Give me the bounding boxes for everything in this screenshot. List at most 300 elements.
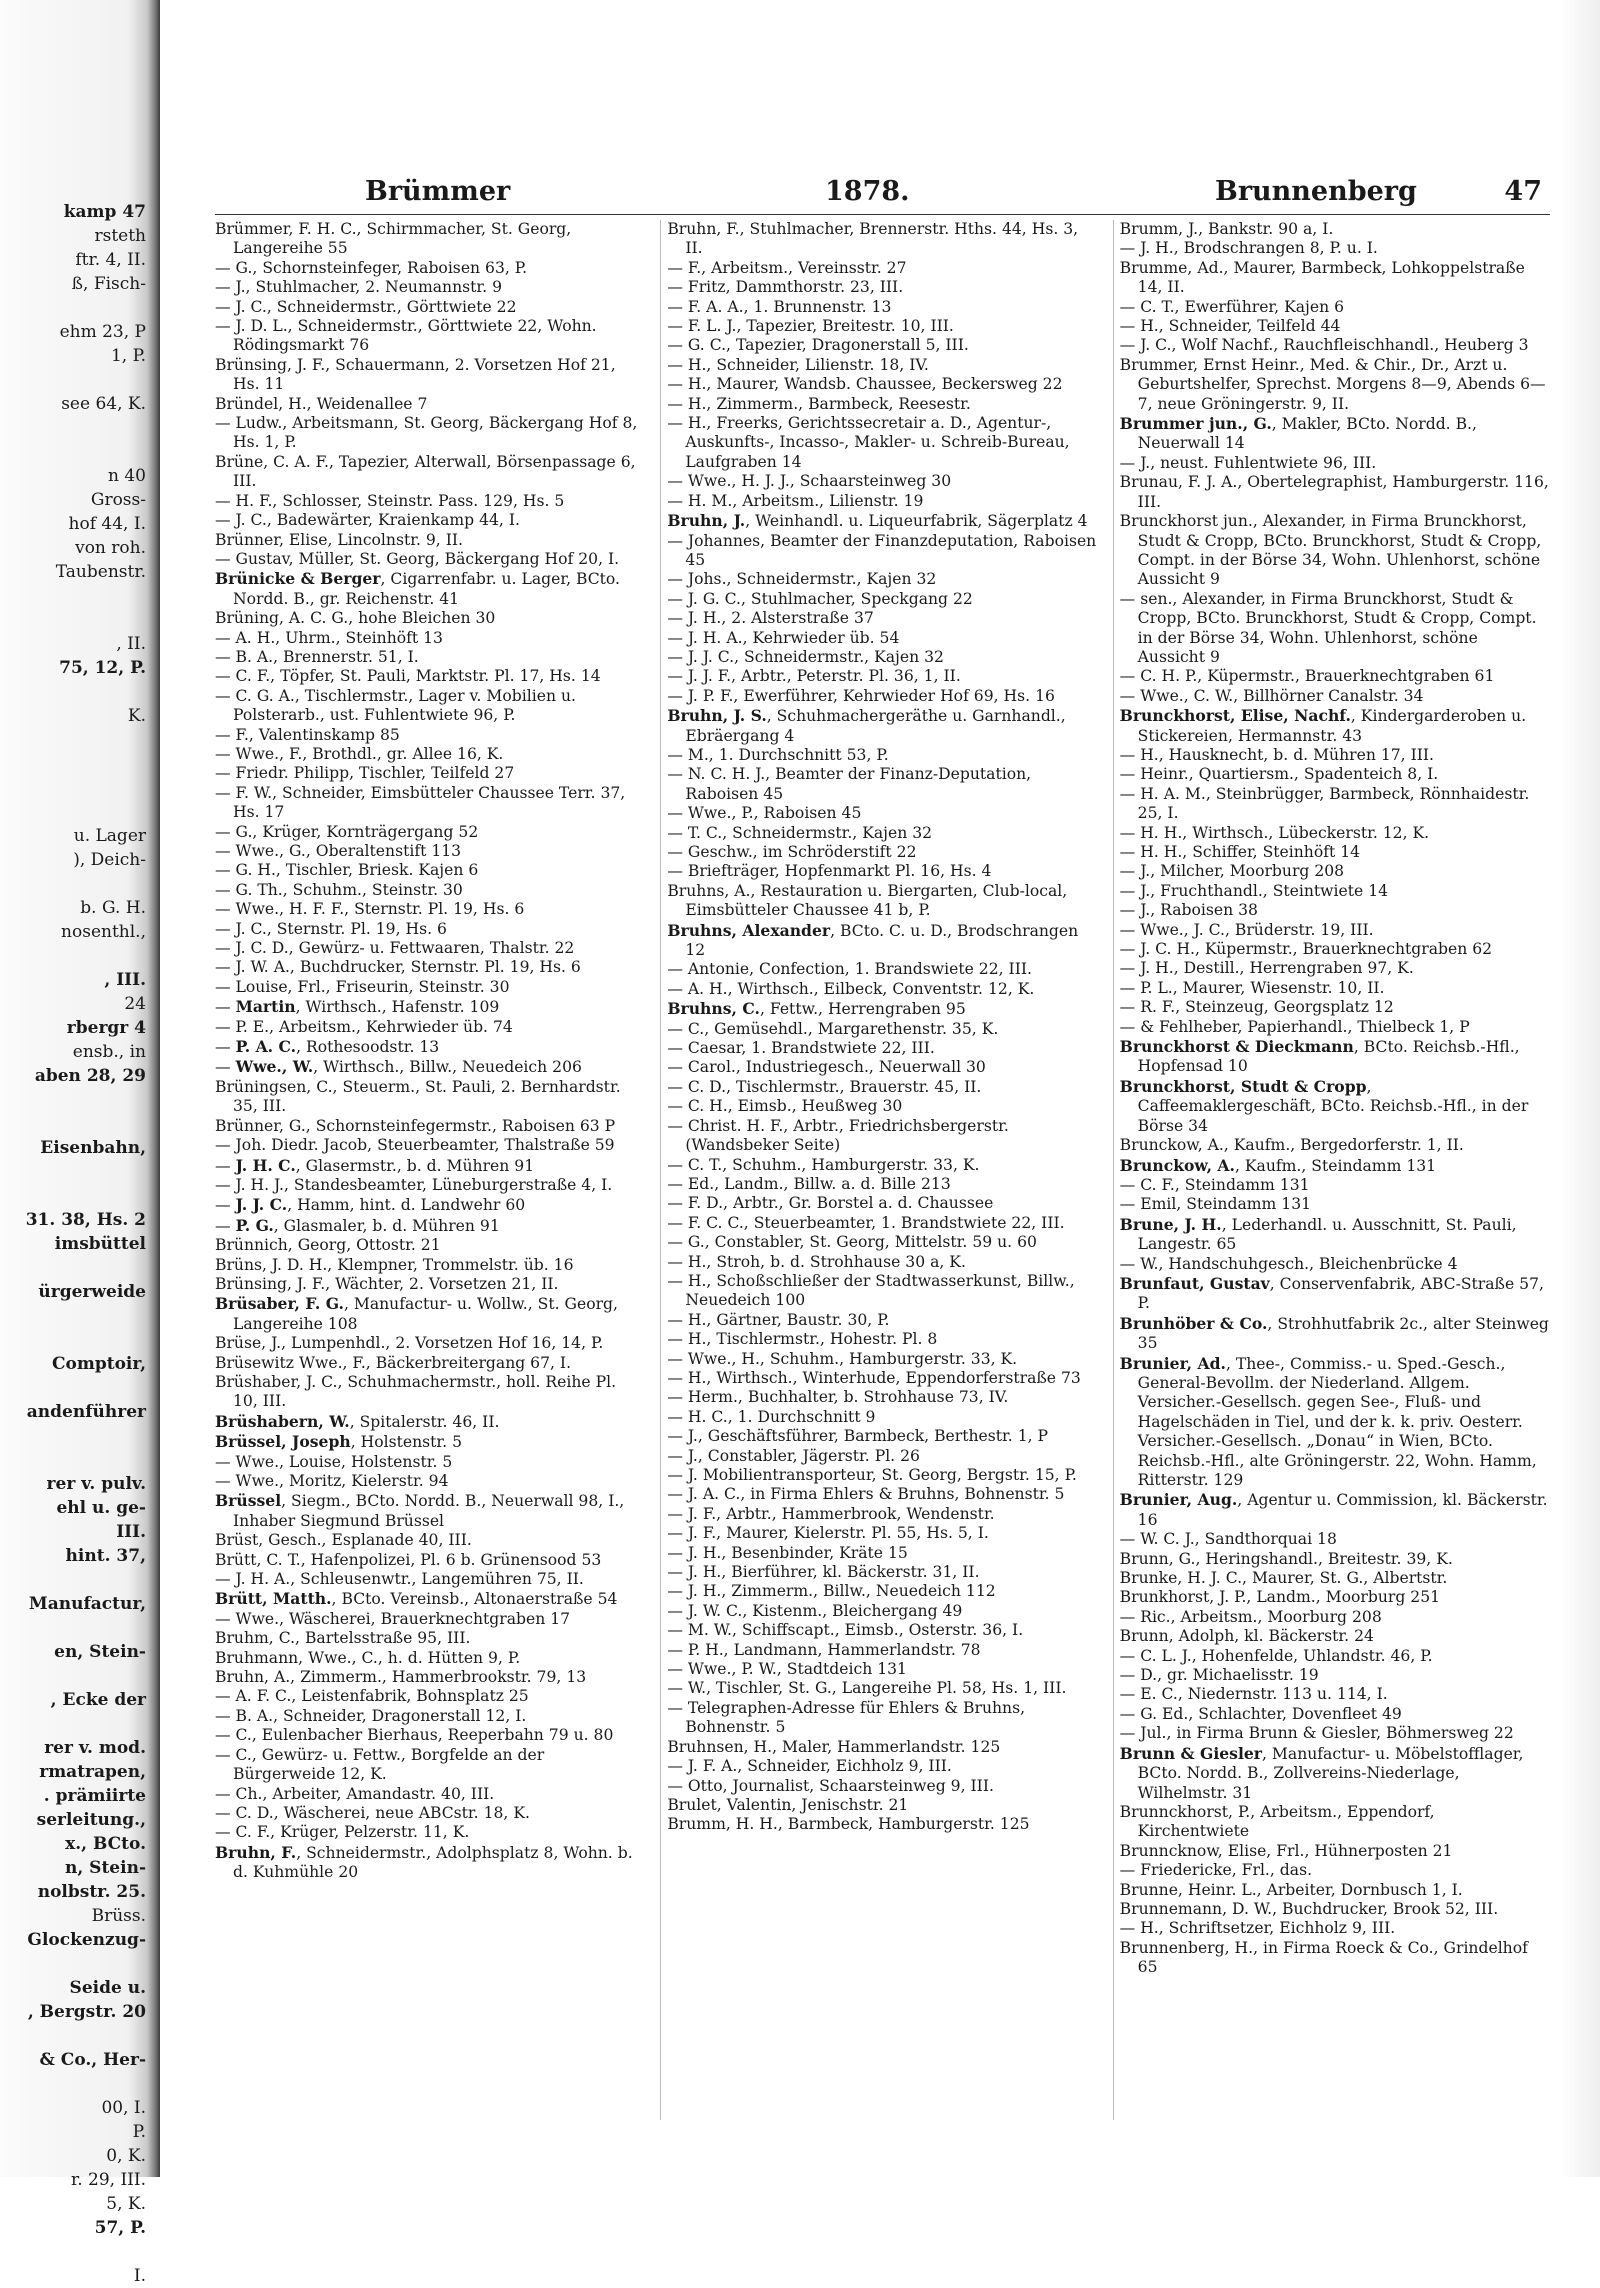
header-year: 1878.: [825, 176, 910, 207]
fragment-line: nolbstr. 25.: [37, 1882, 146, 1902]
directory-entry: Brünsing, J. F., Schauermann, 2. Vorsetzen Hof 21, Hs. 11: [215, 355, 616, 394]
directory-entry: — G. Ed., Schlachter, Dovenfleet 49: [1119, 1704, 1402, 1723]
directory-entry: Brunier, Aug., Agentur u. Commission, kl. Bäckerstr. 16: [1119, 1490, 1548, 1529]
fragment-line: [0, 1160, 150, 1184]
directory-entry: — M. W., Schiffscapt., Eimsb., Osterstr. 36, I.: [667, 1621, 1024, 1640]
directory-entry: — J. W. A., Buchdrucker, Sternstr. Pl. 19, Hs. 6: [215, 958, 581, 977]
fragment-line: [0, 416, 150, 440]
directory-entry: — Johannes, Beamter der Finanzdeputation, Raboisen 45: [667, 531, 1097, 569]
fragment-line: [0, 1952, 150, 1976]
directory-entry: Brunier, Ad., Thee-, Commiss.- u. Sped.-Gesch., General-Bevollm. der Niederland. Allgem. Versicher.-Gesellsch. gegen See-, Fluß- und Hagelschäden in Tiel, und der k. k. priv. Oesterr. Versicher.-Gesellsch. „Donau“ in Wien, BCto. Reichsb.-Hfl., alte Gröningerstr. 22, Wohn. Hamm, Ritterstr. 129: [1119, 1353, 1537, 1489]
directory-entry: — Heinr., Quartiersm., Spadenteich 8, I.: [1119, 765, 1439, 784]
directory-entry: — Caesar, 1. Brandstwiete 22, III.: [667, 1039, 935, 1058]
fragment-line: ftr. 4, II.: [75, 250, 146, 270]
directory-entry: — H. H., Schiffer, Steinhöft 14: [1119, 843, 1361, 861]
directory-entry: — J., neust. Fuhlentwiete 96, III.: [1119, 453, 1377, 472]
directory-entry: Brunckhorst, Elise, Nachf., Kindergarderoben u. Stickereien, Hermannstr. 43: [1119, 706, 1527, 745]
directory-entry: — T. C., Schneidermstr., Kajen 32: [667, 823, 933, 842]
directory-entry: — J. J. C., Hamm, hint. d. Landwehr 60: [215, 1195, 526, 1215]
directory-entry: — H. C., 1. Durchschnitt 9: [667, 1407, 876, 1426]
directory-entry: — J. W. C., Kistenm., Bleichergang 49: [667, 1601, 963, 1620]
directory-entry: — H. F., Schlosser, Steinstr. Pass. 129, Hs. 5: [215, 491, 565, 510]
directory-entry: Brütt, Matth., BCto. Vereinsb., Altonaerstraße 54: [215, 1589, 618, 1609]
directory-entry: — J. C., Schneidermstr., Görttwiete 22: [215, 297, 517, 316]
directory-entry: Brunkhorst, J. P., Landm., Moorburg 251: [1119, 1588, 1441, 1607]
directory-entry: — J. C., Badewärter, Kraienkamp 44, I.: [215, 511, 520, 530]
directory-entry: — F., Valentinskamp 85: [215, 725, 400, 744]
directory-entry: — Wwe., Louise, Holstenstr. 5: [215, 1452, 453, 1471]
directory-entry: — W., Tischler, St. G., Langereihe Pl. 58, Hs. 1, III.: [667, 1679, 1067, 1698]
directory-entry: Brune, J. H., Lederhandl. u. Ausschnitt, St. Pauli, Langestr. 65: [1119, 1214, 1517, 1254]
directory-entry: Brunn & Giesler, Manufactur- u. Möbelstofflager, BCto. Nordd. B., Zollvereins-Niederlage, Wilhelmstr. 31: [1119, 1743, 1524, 1802]
directory-entry: — C. D., Tischlermstr., Brauerstr. 45, II.: [667, 1077, 982, 1096]
fragment-line: , Ecke der: [50, 1690, 146, 1710]
directory-entry: — J. H., Destill., Herrengraben 97, K.: [1119, 959, 1414, 978]
directory-entry: — J. A. C., in Firma Ehlers & Bruhns, Bohnenstr. 5: [667, 1485, 1065, 1504]
directory-entry: — C. D., Wäscherei, neue ABCstr. 18, K.: [215, 1803, 530, 1822]
directory-entry: Brüssel, Joseph, Holstenstr. 5: [215, 1432, 462, 1452]
directory-entry: — C. G. A., Tischlermstr., Lager v. Mobilien u. Polsterarb., ust. Fuhlentwiete 96, P.: [215, 686, 576, 725]
directory-entry: Brünner, Elise, Lincolnstr. 9, II.: [215, 530, 463, 549]
fragment-line: [0, 1304, 150, 1328]
directory-entry: Brüns, J. D. H., Klempner, Trommelstr. üb. 16: [215, 1255, 574, 1274]
directory-entry: — Christ. H. F., Arbtr., Friedrichsbergerstr. (Wandsbeker Seite): [667, 1116, 1009, 1155]
directory-entry: Brünicke & Berger, Cigarrenfabr. u. Lager, BCto. Nordd. B., gr. Reichenstr. 41: [215, 569, 621, 608]
fragment-line: [0, 872, 150, 896]
directory-entry: — Friedr. Philipp, Tischler, Teilfeld 27: [215, 764, 515, 783]
directory-entry: Brüsaber, F. G., Manufactur- u. Wollw., St. Georg, Langereihe 108: [215, 1294, 618, 1333]
column-3: [1113, 220, 1550, 2120]
directory-entry: — J. H. C., Glasermstr., b. d. Mühren 91: [215, 1155, 535, 1175]
directory-entry: — P. H., Landmann, Hammerlandstr. 78: [667, 1640, 981, 1659]
directory-entry: — F. W., Schneider, Eimsbütteler Chaussee Terr. 37, Hs. 17: [215, 783, 626, 822]
directory-entry: — N. C. H. J., Beamter der Finanz-Deputation, Raboisen 45: [667, 765, 1032, 803]
fragment-line: Seide u.: [69, 1978, 146, 1998]
directory-entry: — F. D., Arbtr., Gr. Borstel a. d. Chaussee: [667, 1194, 994, 1213]
fragment-line: [0, 800, 150, 824]
directory-entry: — J., Geschäftsführer, Barmbeck, Berthestr. 1, P: [667, 1427, 1049, 1446]
directory-entry: Bruhn, A., Zimmerm., Hammerbrookstr. 79, 13: [215, 1668, 587, 1687]
directory-entry: Brummer jun., G., Makler, BCto. Nordd. B., Neuerwall 14: [1119, 414, 1477, 453]
fragment-line: von roh.: [75, 538, 146, 558]
directory-entry: — J. D. L., Schneidermstr., Görttwiete 22, Wohn. Rödingsmarkt 76: [215, 317, 597, 355]
directory-entry: — J. C., Sternstr. Pl. 19, Hs. 6: [215, 919, 447, 938]
directory-entry: — Wwe., H. F. F., Sternstr. Pl. 19, Hs. 6: [215, 900, 525, 919]
directory-entry: — E. C., Niedernstr. 113 u. 114, I.: [1119, 1685, 1388, 1704]
directory-entry: — Wwe., H. J. J., Schaarsteinweg 30: [667, 472, 952, 491]
directory-entry: Brunncknow, Elise, Frl., Hühnerposten 21: [1119, 1841, 1453, 1860]
fragment-line: K.: [127, 706, 146, 726]
directory-entry: Bründel, H., Weidenallee 7: [215, 394, 428, 413]
column-2: [660, 220, 1097, 2120]
directory-entry: Bruhns, C., Fettw., Herrengraben 95: [667, 999, 966, 1019]
fragment-line: [0, 752, 150, 776]
directory-entry: — W. C. J., Sandthorquai 18: [1119, 1530, 1337, 1549]
directory-entry: Brunckow, A., Kaufm., Steindamm 131: [1119, 1155, 1437, 1175]
directory-entry: — Ed., Landm., Billw. a. d. Bille 213: [667, 1174, 951, 1193]
directory-entry: — sen., Alexander, in Firma Brunckhorst, Studt & Cropp, BCto. Brunckhorst, Studt & Cropp, Compt. in der Börse 34, Wohn. Uhlenhorst, schöne Aussicht 9: [1119, 589, 1537, 666]
directory-entry: Brunckow, A., Kaufm., Bergedorferstr. 1, II.: [1119, 1136, 1464, 1155]
directory-entry: — Wwe., J. C., Brüderstr. 19, III.: [1119, 920, 1374, 939]
directory-entry: Brumm, J., Bankstr. 90 a, I.: [1119, 220, 1334, 238]
directory-entry: — G., Schornsteinfeger, Raboisen 63, P.: [215, 258, 528, 277]
fragment-line: Taubenstr.: [55, 562, 146, 582]
fragment-line: 0, K.: [106, 2146, 146, 2166]
fragment-line: n 40: [108, 466, 146, 486]
directory-entry: — C. H., Eimsb., Heußweg 30: [667, 1097, 903, 1116]
directory-entry: — G. C., Tapezier, Dragonerstall 5, III.: [667, 336, 969, 355]
directory-entry: Brüsewitz Wwe., F., Bäckerbreitergang 67, I.: [215, 1353, 572, 1372]
fragment-line: ß, Fisch-: [71, 274, 146, 294]
fragment-line: 57, P.: [94, 2218, 146, 2238]
fragment-line: Glockenzug-: [27, 1930, 146, 1950]
directory-entry: Brünsing, J. F., Wächter, 2. Vorsetzen 21, II.: [215, 1274, 559, 1293]
directory-entry: — P. G., Glasmaler, b. d. Mühren 91: [215, 1215, 500, 1235]
directory-entry: — J. H. A., Schleusenwtr., Langemühren 75, II.: [215, 1570, 584, 1589]
directory-entry: — G., Constabler, St. Georg, Mittelstr. 59 u. 60: [667, 1233, 1037, 1252]
directory-entry: — J. H., 2. Alsterstraße 37: [667, 609, 874, 628]
directory-entry: — Briefträger, Hopfenmarkt Pl. 16, Hs. 4: [667, 862, 992, 881]
directory-entry: Bruhns, A., Restauration u. Biergarten, Club-local, Eimsbütteler Chaussee 41 b, P.: [667, 881, 1068, 920]
directory-entry: — Wwe., Wäscherei, Brauerknechtgraben 17: [215, 1609, 571, 1628]
fragment-line: x., BCto.: [65, 1834, 146, 1854]
fragment-line: [0, 680, 150, 704]
fragment-line: Brüss.: [91, 1906, 146, 1926]
directory-entry: — H., Hausknecht, b. d. Mühren 17, III.: [1119, 745, 1435, 764]
directory-entry: — Jul., in Firma Brunn & Giesler, Böhmersweg 22: [1119, 1724, 1514, 1743]
fragment-line: ürgerweide: [38, 1282, 146, 1302]
fragment-line: [0, 296, 150, 320]
fragment-line: nosenthl.,: [61, 922, 146, 942]
directory-entry: — W., Handschuhgesch., Bleichenbrücke 4: [1119, 1254, 1458, 1273]
directory-entry: — Johs., Schneidermstr., Kajen 32: [667, 570, 937, 589]
directory-entry: — Louise, Frl., Friseurin, Steinstr. 30: [215, 977, 510, 996]
column-1: [215, 220, 645, 2120]
fragment-line: 24: [124, 994, 146, 1014]
directory-entry: Brüse, J., Lumpenhdl., 2. Vorsetzen Hof 16, 14, P.: [215, 1334, 604, 1353]
directory-entry: — Wwe., Moritz, Kielerstr. 94: [215, 1472, 449, 1490]
directory-entry: Bruhn, J., Weinhandl. u. Liqueurfabrik, Sägerplatz 4: [667, 511, 1088, 531]
directory-entry: — F., Arbeitsm., Vereinsstr. 27: [667, 258, 907, 277]
directory-entry: Bruhn, F., Schneidermstr., Adolphsplatz 8, Wohn. b. d. Kuhmühle 20: [215, 1842, 633, 1882]
directory-entry: — P. E., Arbeitsm., Kehrwieder üb. 74: [215, 1017, 513, 1036]
directory-entry: — Telegraphen-Adresse für Ehlers & Bruhns, Bohnenstr. 5: [667, 1698, 1026, 1737]
directory-entry: — H., Tischlermstr., Hohestr. Pl. 8: [667, 1330, 938, 1349]
directory-entry: Brunnemann, D. W., Buchdrucker, Brook 52, III.: [1119, 1899, 1499, 1918]
fragment-line: [0, 1088, 150, 1112]
fragment-line: [0, 1448, 150, 1472]
directory-entry: — H., Maurer, Wandsb. Chaussee, Beckersweg 22: [667, 375, 1063, 394]
directory-entry: — H. H., Wirthsch., Lübeckerstr. 12, K.: [1119, 823, 1430, 842]
fragment-line: [0, 1712, 150, 1736]
directory-entry: Bruhn, F., Stuhlmacher, Brennerstr. Hths. 44, Hs. 3, II.: [667, 220, 1079, 258]
directory-entry: Brunnenberg, H., in Firma Roeck & Co., Grindelhof 65: [1119, 1938, 1528, 1977]
directory-entry: — J., Fruchthandl., Steintwiete 14: [1119, 881, 1389, 900]
fragment-line: rmatrapen,: [39, 1762, 146, 1782]
fragment-line: [0, 440, 150, 464]
directory-entry: Brumm, H. H., Barmbeck, Hamburgerstr. 125: [667, 1815, 1030, 1834]
directory-entry: — A. H., Wirthsch., Eilbeck, Conventstr. 12, K.: [667, 979, 1035, 998]
directory-entry: — J. H., Zimmerm., Billw., Neuedeich 112: [667, 1582, 996, 1601]
fragment-line: . prämiirte: [43, 1786, 146, 1806]
directory-entry: — Geschw., im Schröderstift 22: [667, 843, 917, 861]
directory-entry: — C. F., Steindamm 131: [1119, 1175, 1310, 1194]
fragment-line: r. 29, III.: [70, 2170, 146, 2190]
directory-entry: Brunke, H. J. C., Maurer, St. G., Albertstr.: [1119, 1569, 1448, 1588]
directory-entry: Brümmer, F. H. C., Schirmmacher, St. Georg, Langereihe 55: [215, 220, 572, 258]
directory-entry: — J. F. A., Schneider, Eichholz 9, III.: [667, 1757, 952, 1776]
fragment-line: n, Stein-: [64, 1858, 146, 1878]
directory-entry: — C., Gewürz- u. Fettw., Borgfelde an der Bürgerweide 12, K.: [215, 1745, 545, 1784]
directory-entry: Brunne, Heinr. L., Arbeiter, Dornbusch 1, I.: [1119, 1880, 1463, 1899]
fragment-line: u. Lager: [73, 826, 146, 846]
fragment-line: ehm 23, P: [59, 322, 146, 342]
directory-entry: — J., Raboisen 38: [1119, 901, 1258, 920]
directory-entry: Brummer, Ernst Heinr., Med. & Chir., Dr., Arzt u. Geburtshelfer, Sprechst. Morgens 8—9, Abends 6—7, neue Gröningerstr. 9, II.: [1119, 355, 1546, 413]
directory-entry: — M., 1. Durchschnitt 53, P.: [667, 745, 889, 764]
directory-entry: — H. A. M., Steinbrügger, Barmbeck, Rönnhaidestr. 25, I.: [1119, 784, 1530, 823]
fragment-line: [0, 1568, 150, 1592]
directory-entry: — Wwe., C. W., Billhörner Canalstr. 34: [1119, 686, 1424, 705]
directory-entry: — Wwe., H., Schuhm., Hamburgerstr. 33, K.: [667, 1349, 1018, 1368]
fragment-line: [0, 2072, 150, 2096]
directory-entry: — J. C., Wolf Nachf., Rauchfleischhandl., Heuberg 3: [1119, 336, 1529, 355]
directory-entry: — Fritz, Dammthorstr. 23, III.: [667, 278, 904, 297]
directory-entry: Brüst, Gesch., Esplanade 40, III.: [215, 1531, 472, 1550]
directory-entry: — Wwe., P. W., Stadtdeich 131: [667, 1660, 907, 1679]
directory-entry: — H., Schneider, Lilienstr. 18, IV.: [667, 355, 929, 374]
directory-entry: — J. H., Brodschrangen 8, P. u. I.: [1119, 239, 1378, 258]
directory-entry: Brünner, G., Schornsteinfegermstr., Raboisen 63 P: [215, 1116, 616, 1135]
directory-entry: Bruhnsen, H., Maler, Hammerlandstr. 125: [667, 1737, 1001, 1756]
directory-entry: — H., Stroh, b. d. Strohhause 30 a, K.: [667, 1252, 966, 1271]
directory-entry: Brulet, Valentin, Jenischstr. 21: [667, 1795, 909, 1814]
directory-entry: — G. Th., Schuhm., Steinstr. 30: [215, 880, 463, 899]
directory-entry: — J. J. C., Schneidermstr., Kajen 32: [667, 647, 944, 666]
directory-entry: — C., Gemüsehdl., Margarethenstr. 35, K.: [667, 1019, 999, 1038]
directory-entry: — H., Schriftsetzer, Eichholz 9, III.: [1119, 1919, 1396, 1938]
directory-entry: Brumme, Ad., Maurer, Barmbeck, Lohkoppelstraße 14, II.: [1119, 258, 1525, 297]
directory-page: [215, 170, 1550, 2120]
fragment-line: Gross-: [90, 490, 146, 510]
directory-entry: — J. H. J., Standesbeamter, Lüneburgerstraße 4, I.: [215, 1175, 613, 1194]
directory-entry: — Herm., Buchhalter, b. Strohhause 73, IV.: [667, 1388, 1009, 1407]
fragment-line: [0, 1424, 150, 1448]
directory-entry: — D., gr. Michaelisstr. 19: [1119, 1666, 1319, 1685]
fragment-line: rbergr 4: [66, 1018, 146, 1038]
fragment-line: 31. 38, Hs. 2: [25, 1210, 146, 1230]
fragment-line: 75, 12, P.: [59, 658, 146, 678]
fragment-line: , Bergstr. 20: [27, 2002, 146, 2022]
directory-entry: — H., Schneider, Teilfeld 44: [1119, 317, 1341, 336]
fragment-line: ), Deich-: [73, 850, 146, 870]
directory-entry: — C., Eulenbacher Bierhaus, Reeperbahn 79 u. 80: [215, 1726, 614, 1745]
directory-entry: — C. F., Krüger, Pelzerstr. 11, K.: [215, 1823, 470, 1842]
directory-entry: — G., Krüger, Kornträgergang 52: [215, 822, 479, 841]
header-last-entry: Brunnenberg: [1215, 176, 1417, 207]
directory-entry: — Antonie, Confection, 1. Brandswiete 22, III.: [667, 960, 1032, 979]
directory-columns: [215, 220, 1550, 2120]
directory-entry: Brüshabern, W., Spitalerstr. 46, II.: [215, 1411, 500, 1431]
directory-entry: — A. F. C., Leistenfabrik, Bohnsplatz 25: [215, 1687, 529, 1706]
directory-entry: Brunn, Adolph, kl. Bäckerstr. 24: [1119, 1627, 1374, 1646]
directory-entry: — J., Constabler, Jägerstr. Pl. 26: [667, 1446, 920, 1465]
fragment-line: en, Stein-: [54, 1642, 146, 1662]
directory-entry: Bruhm, C., Bartelsstraße 95, III.: [215, 1629, 471, 1648]
directory-entry: Brütt, C. T., Hafenpolizei, Pl. 6 b. Grünensood 53: [215, 1550, 602, 1569]
fragment-line: andenführer: [26, 1402, 146, 1422]
fragment-line: see 64, K.: [61, 394, 146, 414]
directory-entry: — J. H., Besenbinder, Kräte 15: [667, 1543, 908, 1562]
fragment-line: Manufactur,: [28, 1594, 146, 1614]
directory-entry: Brunhöber & Co., Strohhutfabrik 2c., alter Steinweg 35: [1119, 1313, 1549, 1353]
directory-entry: — Wwe., W., Wirthsch., Billw., Neuedeich 206: [215, 1057, 582, 1077]
directory-entry: Brünnich, Georg, Ottostr. 21: [215, 1236, 441, 1255]
directory-entry: — B. A., Brennerstr. 51, I.: [215, 647, 419, 666]
directory-entry: — J. P. F., Ewerführer, Kehrwieder Hof 69, Hs. 16: [667, 686, 1055, 705]
directory-entry: — A. H., Uhrm., Steinhöft 13: [215, 628, 443, 647]
fragment-line: , III.: [104, 970, 146, 990]
directory-entry: — J. G. C., Stuhlmacher, Speckgang 22: [667, 589, 973, 608]
fragment-line: aben 28, 29: [34, 1066, 146, 1086]
page-header: [215, 170, 1550, 215]
fragment-line: [0, 1664, 150, 1688]
directory-entry: — J., Stuhlmacher, 2. Neumannstr. 9: [215, 278, 502, 297]
fragment-line: [0, 1616, 150, 1640]
fragment-line: & Co., Her-: [39, 2050, 146, 2070]
directory-entry: Brunfaut, Gustav, Conservenfabrik, ABC-Straße 57, P.: [1119, 1273, 1544, 1313]
directory-entry: — G. H., Tischler, Briesk. Kajen 6: [215, 861, 479, 880]
fragment-line: [0, 608, 150, 632]
directory-entry: Bruhn, J. S., Schuhmachergeräthe u. Garnhandl., Ebräergang 4: [667, 706, 1066, 745]
directory-entry: — J. C. H., Küpermstr., Brauerknechtgraben 62: [1119, 940, 1493, 959]
directory-entry: — P. L., Maurer, Wiesenstr. 10, II.: [1119, 978, 1385, 997]
directory-entry: Brunckhorst & Dieckmann, BCto. Reichsb.-Hfl., Hopfensad 10: [1119, 1037, 1520, 1076]
directory-entry: — Wwe., P., Raboisen 45: [667, 804, 862, 823]
directory-entry: Brunnckhorst, P., Arbeitsm., Eppendorf, Kirchentwiete: [1119, 1802, 1435, 1841]
fragment-line: rer v. pulv.: [46, 1474, 146, 1494]
directory-entry: — C. H. P., Küpermstr., Brauerknechtgraben 61: [1119, 667, 1495, 686]
directory-entry: — J. J. F., Arbtr., Peterstr. Pl. 36, 1, II.: [667, 667, 961, 686]
directory-entry: Brunckhorst, Studt & Cropp, Caffeemaklergeschäft, BCto. Reichsb.-Hfl., in der Börse 34: [1119, 1076, 1529, 1135]
directory-entry: — & Fehlheber, Papierhandl., Thielbeck 1, P: [1119, 1017, 1470, 1036]
directory-entry: — Wwe., F., Brothdl., gr. Allee 16, K.: [215, 744, 504, 763]
fragment-line: [0, 944, 150, 968]
fragment-line: 00, I.: [101, 2098, 146, 2118]
directory-entry: Brunau, F. J. A., Obertelegraphist, Hamburgerstr. 116, III.: [1119, 473, 1549, 511]
fragment-line: hof 44, I.: [68, 514, 146, 534]
directory-entry: — Ric., Arbeitsm., Moorburg 208: [1119, 1607, 1382, 1626]
directory-entry: — Ch., Arbeiter, Amandastr. 40, III.: [215, 1784, 495, 1803]
directory-entry: — H., Freerks, Gerichtssecretair a. D., Agentur-, Auskunfts-, Incasso-, Makler- u. Schreib-Bureau, Laufgraben 14: [667, 414, 1070, 471]
directory-entry: — J. F., Maurer, Kielerstr. Pl. 55, Hs. 5, I.: [667, 1524, 989, 1543]
directory-entry: Brüshaber, J. C., Schuhmachermstr., holl. Reihe Pl. 10, III.: [215, 1372, 617, 1411]
directory-entry: — J. Mobilientransporteur, St. Georg, Bergstr. 15, P.: [667, 1466, 1077, 1484]
directory-entry: — F. L. J., Tapezier, Breitestr. 10, III.: [667, 317, 954, 336]
fragment-line: 5, K.: [106, 2194, 146, 2214]
directory-entry: — C. L. J., Hohenfelde, Uhlandstr. 46, P.: [1119, 1646, 1433, 1665]
directory-entry: — H. M., Arbeitsm., Lilienstr. 19: [667, 491, 924, 510]
fragment-line: [0, 1328, 150, 1352]
directory-entry: Brüssel, Siegm., BCto. Nordd. B., Neuerwall 98, I., Inhaber Siegmund Brüssel: [215, 1491, 625, 1530]
directory-entry: — Gustav, Müller, St. Georg, Bäckergang Hof 20, I.: [215, 549, 620, 568]
directory-entry: — F. C. C., Steuerbeamter, 1. Brandstwiete 22, III.: [667, 1213, 1065, 1232]
directory-entry: — J. H., Bierführer, kl. Bäckerstr. 31, II.: [667, 1563, 980, 1582]
fragment-line: [0, 584, 150, 608]
directory-entry: — J., Milcher, Moorburg 208: [1119, 862, 1345, 881]
directory-entry: — R. F., Steinzeug, Georgsplatz 12: [1119, 998, 1394, 1017]
directory-entry: — J. F., Arbtr., Hammerbrook, Wendenstr.: [667, 1504, 995, 1523]
directory-entry: — Martin, Wirthsch., Hafenstr. 109: [215, 997, 500, 1017]
previous-page-fragment: [0, 200, 150, 2286]
fragment-line: , II.: [116, 634, 146, 654]
fragment-line: [0, 728, 150, 752]
directory-entry: — H., Schoßschließer der Stadtwasserkunst, Billw., Neuedeich 100: [667, 1271, 1075, 1310]
directory-entry: — B. A., Schneider, Dragonerstall 12, I.: [215, 1706, 527, 1725]
fragment-line: serleitung.,: [36, 1810, 146, 1830]
fragment-line: Eisenbahn,: [40, 1138, 146, 1158]
fragment-line: [0, 2024, 150, 2048]
directory-entry: — J. C. D., Gewürz- u. Fettwaaren, Thalstr. 22: [215, 939, 575, 958]
fragment-line: III.: [116, 1522, 146, 1542]
directory-entry: Bruhmann, Wwe., C., h. d. Hütten 9, P.: [215, 1648, 521, 1667]
fragment-line: [0, 368, 150, 392]
page-right-edge: [1560, 0, 1600, 2177]
fragment-line: ehl u. ge-: [56, 1498, 146, 1518]
directory-entry: Brunn, G., Heringshandl., Breitestr. 39, K.: [1119, 1549, 1453, 1568]
directory-entry: — C. T., Ewerführer, Kajen 6: [1119, 297, 1345, 316]
directory-entry: — C. F., Töpfer, St. Pauli, Marktstr. Pl. 17, Hs. 14: [215, 667, 601, 686]
directory-entry: — Otto, Journalist, Schaarsteinweg 9, III.: [667, 1776, 994, 1795]
directory-entry: — P. A. C., Rothesoodstr. 13: [215, 1037, 440, 1057]
directory-entry: — Wwe., G., Oberaltenstift 113: [215, 842, 462, 860]
page-number: 47: [1504, 176, 1542, 207]
directory-entry: Brüning, A. C. G., hohe Bleichen 30: [215, 609, 496, 628]
fragment-line: kamp 47: [63, 202, 146, 222]
fragment-line: [0, 776, 150, 800]
fragment-line: b. G. H.: [80, 898, 146, 918]
directory-entry: — Carol., Industriegesch., Neuerwall 30: [667, 1058, 986, 1077]
directory-entry: — F. A. A., 1. Brunnenstr. 13: [667, 297, 892, 316]
header-first-entry: Brümmer: [365, 176, 511, 207]
directory-entry: — Ludw., Arbeitsmann, St. Georg, Bäckergang Hof 8, Hs. 1, P.: [215, 414, 638, 452]
directory-entry: Bruhns, Alexander, BCto. C. u. D., Brodschrangen 12: [667, 920, 1079, 960]
directory-entry: Brüne, C. A. F., Tapezier, Alterwall, Börsenpassage 6, III.: [215, 452, 636, 491]
fragment-line: [0, 1184, 150, 1208]
fragment-line: [0, 1112, 150, 1136]
directory-entry: — C. T., Schuhm., Hamburgerstr. 33, K.: [667, 1155, 980, 1174]
fragment-line: hint. 37,: [65, 1546, 146, 1566]
directory-entry: — Joh. Diedr. Jacob, Steuerbeamter, Thalstraße 59: [215, 1136, 615, 1155]
fragment-line: [0, 1256, 150, 1280]
fragment-line: I.: [133, 2266, 146, 2286]
directory-entry: — Friedericke, Frl., das.: [1119, 1861, 1313, 1880]
directory-entry: — H., Wirthsch., Winterhude, Eppendorferstraße 73: [667, 1368, 1081, 1387]
directory-entry: Brunckhorst jun., Alexander, in Firma Brunckhorst, Studt & Cropp, BCto. Brunckhorst, Studt & Cropp, Compt. in der Börse 34, Wohn. Uhlenhorst, schöne Aussicht 9: [1119, 512, 1542, 589]
directory-entry: — Emil, Steindamm 131: [1119, 1195, 1312, 1214]
fragment-line: rsteth: [94, 226, 146, 246]
fragment-line: rer v. mod.: [44, 1738, 146, 1758]
fragment-line: 1, P.: [110, 346, 146, 366]
directory-entry: — H., Zimmerm., Barmbeck, Reesestr.: [667, 394, 971, 413]
fragment-line: ensb., in: [72, 1042, 146, 1062]
fragment-line: [0, 2240, 150, 2264]
fragment-line: imsbüttel: [54, 1234, 146, 1254]
directory-entry: — J. H. A., Kehrwieder üb. 54: [667, 628, 900, 647]
fragment-line: [0, 1376, 150, 1400]
directory-entry: — H., Gärtner, Baustr. 30, P.: [667, 1310, 890, 1329]
fragment-line: Comptoir,: [51, 1354, 146, 1374]
